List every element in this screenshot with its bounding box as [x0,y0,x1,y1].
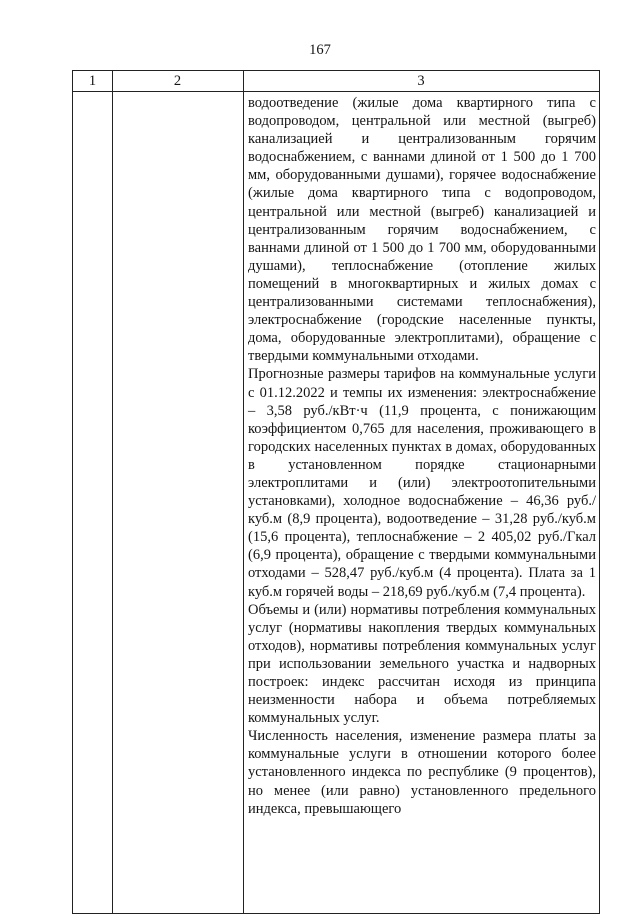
column-divider-1 [112,71,113,913]
paragraph-consumption-norms: Объемы и (или) нормативы потребления коммунальных услуг (нормативы накопления твердых коммунальных отходов), нормативы потребления коммунальных услуг при использовании земельного участка и надворных построек: индекс рассчитан исходя из принципа неизменности набора и объема потребляемых коммунальных услуг. [248,601,596,727]
header-cell-1: 1 [88,73,97,89]
column-divider-2 [243,71,244,913]
header-cell-3: 3 [417,73,425,89]
header-cell-2: 2 [173,73,182,89]
paragraph-tariff-forecast: Прогнозные размеры тарифов на коммунальные услуги с 01.12.2022 и темпы их изменения: электроснабжение – 3,58 руб./кВт·ч (11,9 процента, с понижающим коэффициентом 0,765 для населения, проживающего в городских населенных пунктах в домах, оборудованных в установленном порядке стационарными электроплитами и (или) электроотопительными установками), холодное водоснабжение – 46,36 руб./куб.м (8,9 процента), водоотведение – 31,28 руб./куб.м (15,6 процента), теплоснабжение – 2 405,02 руб./Гкал (6,9 процента), обращение с твердыми коммунальными отходами – 528,47 руб./куб.м (4 процента). Плата за 1 куб.м горячей воды – 218,69 руб./куб.м (7,4 процента). [248,366,596,600]
paragraph-services-list: водоотведение (жилые дома квартирного типа с водопроводом, центральной или местной (выгреб) канализацией и централизованным горячим водоснабжением, с ваннами длиной от 1 500 до 1 700 мм, оборудованными душами), горячее водоснабжение (жилые дома квартирного типа с водопроводом, центральной или местной (выгреб) канализацией и централизованным горячим водоснабжением, с ваннами длиной от 1 500 до 1 700 мм, оборудованными душами), теплоснабжение (отопление жилых помещений в многоквартирных и жилых домах с централизованными системами теплоснабжения), электроснабжение (городские населенные пункты, дома, оборудованные электроплитами), обращение с твердыми коммунальными отходами. [248,95,596,365]
document-table [72,70,600,914]
page-number: 167 [309,42,331,58]
column-3-content [248,94,596,818]
table-header-row [73,71,599,92]
paragraph-population: Численность населения, изменение размера платы за коммунальные услуги в отношении которого более установленного индекса по республике (9 процентов), но менее (или равно) установленного предельного индекса, превышающего [248,728,596,817]
